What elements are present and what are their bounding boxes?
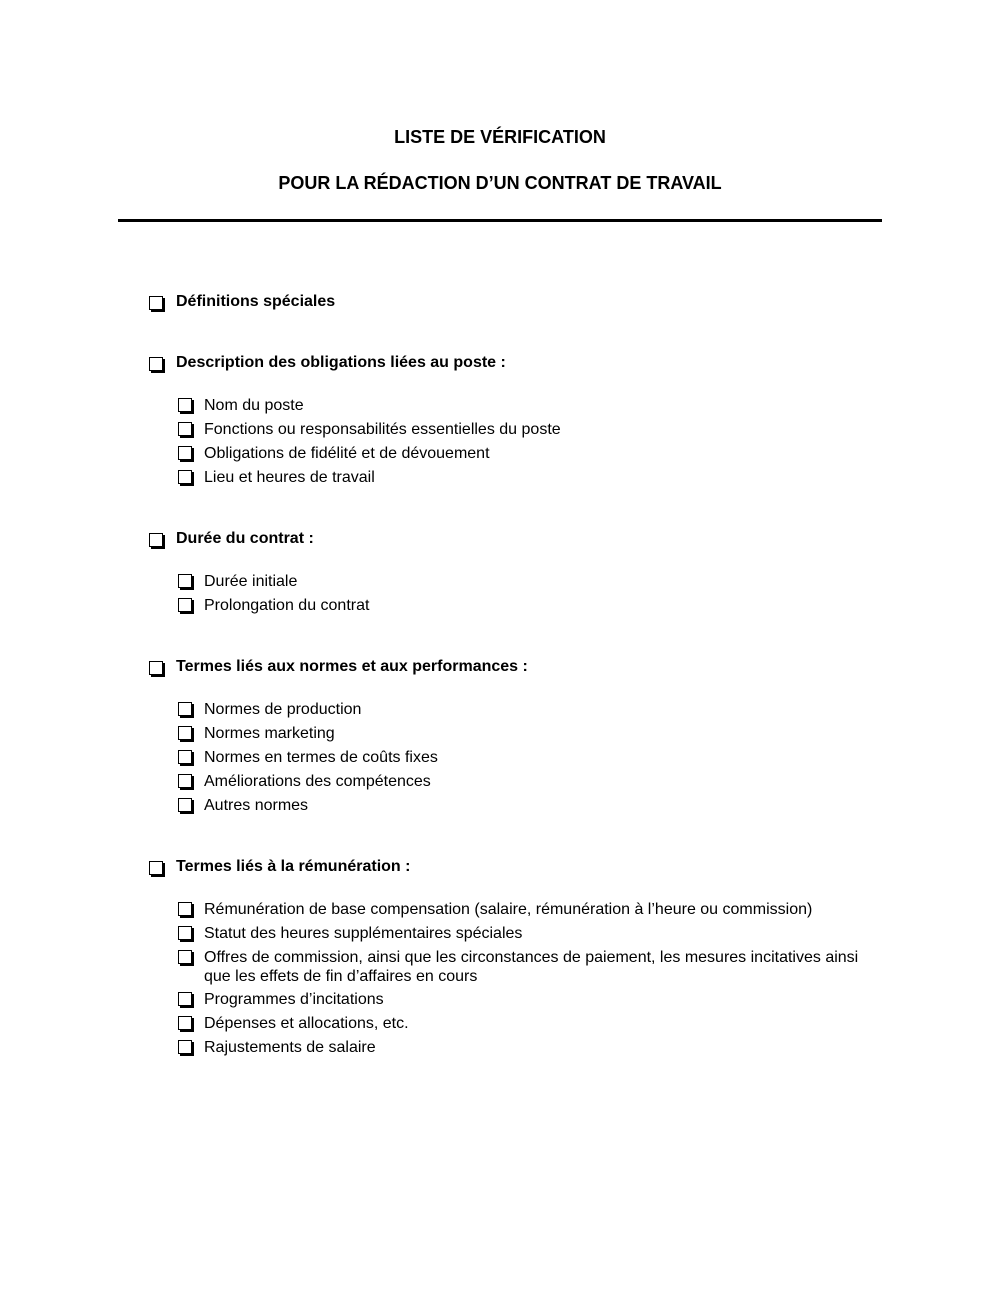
document-title: LISTE DE VÉRIFICATION	[394, 127, 606, 147]
list-item	[178, 1038, 878, 1057]
section-label: Termes liés à la rémunération :	[176, 858, 411, 875]
item-label: Statut des heures supplémentaires spéciales	[204, 925, 523, 942]
item-label: Rémunération de base compensation (salaire, rémunération à l’heure ou commission)	[204, 901, 813, 918]
item-label: Nom du poste	[204, 397, 304, 414]
list-item	[178, 772, 878, 791]
checkbox-icon[interactable]	[149, 296, 163, 310]
item-label: Lieu et heures de travail	[204, 469, 375, 486]
list-item	[178, 468, 878, 487]
checkbox-icon[interactable]	[178, 926, 192, 940]
list-item	[178, 948, 878, 986]
list-item	[178, 924, 878, 943]
section-duration	[149, 529, 314, 548]
list-item	[178, 420, 878, 439]
checkbox-icon[interactable]	[178, 902, 192, 916]
checkbox-icon[interactable]	[149, 357, 163, 371]
list-item	[178, 748, 878, 767]
section-obligations	[149, 353, 506, 372]
checkbox-icon[interactable]	[178, 702, 192, 716]
section-label: Définitions spéciales	[176, 293, 336, 310]
checkbox-icon[interactable]	[178, 726, 192, 740]
title-divider	[118, 219, 882, 222]
list-item	[178, 1014, 878, 1033]
checkbox-icon[interactable]	[178, 598, 192, 612]
section-standards	[149, 657, 528, 676]
item-label: Obligations de fidélité et de dévouement	[204, 445, 490, 462]
list-item	[178, 444, 878, 463]
item-label: Offres de commission, ainsi que les circonstances de paiement, les mesures incitatives ainsi que les effets de fin d’affaires en cours	[204, 949, 859, 985]
item-label: Durée initiale	[204, 573, 298, 590]
item-label: Programmes d’incitations	[204, 991, 384, 1008]
section-remuneration	[149, 857, 410, 876]
list-item	[178, 396, 878, 415]
checkbox-icon[interactable]	[178, 1040, 192, 1054]
checkbox-icon[interactable]	[178, 574, 192, 588]
list-item	[178, 796, 878, 815]
list-item	[178, 596, 878, 615]
section-label: Durée du contrat :	[176, 530, 314, 547]
checkbox-icon[interactable]	[178, 422, 192, 436]
checkbox-icon[interactable]	[149, 661, 163, 675]
checkbox-icon[interactable]	[178, 446, 192, 460]
checkbox-icon[interactable]	[149, 861, 163, 875]
list-item	[178, 724, 878, 743]
checkbox-icon[interactable]	[178, 750, 192, 764]
item-label: Normes de production	[204, 701, 362, 718]
item-label: Améliorations des compétences	[204, 773, 431, 790]
item-label: Rajustements de salaire	[204, 1039, 376, 1056]
item-label: Fonctions ou responsabilités essentielles du poste	[204, 421, 561, 438]
checkbox-icon[interactable]	[178, 1016, 192, 1030]
checkbox-icon[interactable]	[149, 533, 163, 547]
item-label: Dépenses et allocations, etc.	[204, 1015, 409, 1032]
checkbox-icon[interactable]	[178, 798, 192, 812]
item-label: Prolongation du contrat	[204, 597, 370, 614]
document-subtitle: POUR LA RÉDACTION D’UN CONTRAT DE TRAVAIL	[278, 173, 722, 193]
checkbox-icon[interactable]	[178, 774, 192, 788]
section-definitions	[149, 292, 335, 311]
list-item	[178, 700, 878, 719]
checkbox-icon[interactable]	[178, 398, 192, 412]
checkbox-icon[interactable]	[178, 992, 192, 1006]
item-label: Normes marketing	[204, 725, 335, 742]
checkbox-icon[interactable]	[178, 950, 192, 964]
item-label: Autres normes	[204, 797, 309, 814]
section-label: Description des obligations liées au poste :	[176, 354, 506, 371]
item-label: Normes en termes de coûts fixes	[204, 749, 438, 766]
checkbox-icon[interactable]	[178, 470, 192, 484]
section-label: Termes liés aux normes et aux performances :	[176, 658, 528, 675]
list-item	[178, 990, 878, 1009]
list-item	[178, 572, 878, 591]
list-item	[178, 900, 878, 919]
